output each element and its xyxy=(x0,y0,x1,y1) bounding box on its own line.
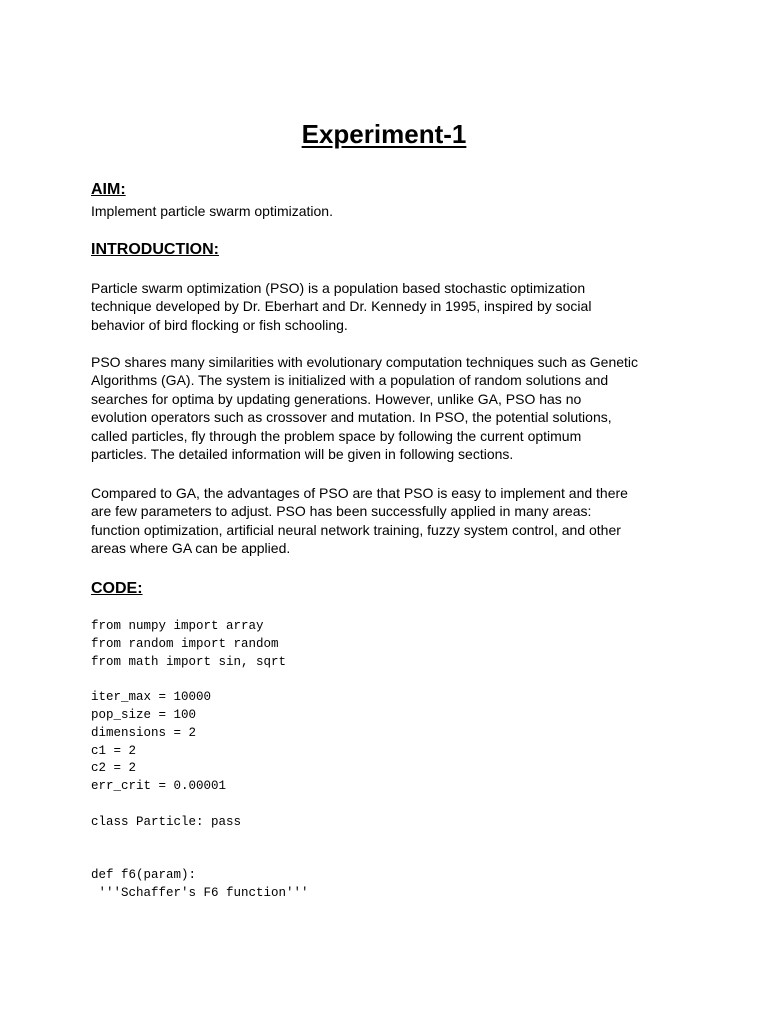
paragraph-line: PSO shares many similarities with evolutionary computation techniques such as Genetic xyxy=(91,354,639,370)
introduction-heading: INTRODUCTION: xyxy=(91,241,219,258)
page-title: Experiment-1 xyxy=(301,119,467,149)
paragraph-line: particles. The detailed information will be given in following sections. xyxy=(91,446,514,463)
paragraph-line: are few parameters to adjust. PSO has been successfully applied in many areas: xyxy=(91,503,592,520)
paragraph-line: areas where GA can be applied. xyxy=(91,540,291,557)
code-line: from numpy import array xyxy=(91,619,264,633)
paragraph-line: technique developed by Dr. Eberhart and Dr. Kennedy in 1995, inspired by social xyxy=(91,298,592,315)
code-line: c1 = 2 xyxy=(91,743,137,758)
code-block xyxy=(91,618,691,903)
intro-paragraph-3 xyxy=(91,484,711,558)
code-line xyxy=(91,671,691,689)
paragraph-line: searches for optima by updating generations. However, unlike GA, PSO has no xyxy=(91,390,582,407)
code-line xyxy=(91,832,691,850)
paragraph-line: evolution operators such as crossover and mutation. In PSO, the potential solutions, xyxy=(91,409,612,426)
code-line: err_crit = 0.00001 xyxy=(91,779,227,794)
code-line: from math import sin, sqrt xyxy=(91,654,287,669)
code-heading: CODE: xyxy=(91,580,143,597)
paragraph-line: Compared to GA, the advantages of PSO are that PSO is easy to implement and there xyxy=(91,485,628,501)
aim-line: Implement particle swarm optimization. xyxy=(91,203,333,219)
aim-text xyxy=(91,202,711,220)
code-line: iter_max = 10000 xyxy=(91,690,212,705)
code-line: from random import random xyxy=(91,636,279,651)
code-line: c2 = 2 xyxy=(91,761,137,776)
aim-heading: AIM: xyxy=(91,181,126,198)
code-line: def f6(param): xyxy=(91,868,197,883)
paragraph-line: function optimization, artificial neural network training, fuzzy system control, and other xyxy=(91,521,621,538)
code-line xyxy=(91,796,691,814)
code-line: pop_size = 100 xyxy=(91,707,197,722)
code-line: dimensions = 2 xyxy=(91,725,197,740)
paragraph-line: Particle swarm optimization (PSO) is a population based stochastic optimization xyxy=(91,280,586,296)
intro-paragraph-1 xyxy=(91,279,711,334)
code-line xyxy=(91,849,691,867)
code-line: class Particle: pass xyxy=(91,814,242,829)
intro-paragraph-2 xyxy=(91,353,711,463)
code-line: '''Schaffer's F6 function''' xyxy=(91,885,309,900)
paragraph-line: called particles, fly through the problem space by following the current optimum xyxy=(91,427,582,444)
paragraph-line: behavior of bird flocking or fish schooling. xyxy=(91,316,348,333)
paragraph-line: Algorithms (GA). The system is initialized with a population of random solutions and xyxy=(91,372,609,389)
